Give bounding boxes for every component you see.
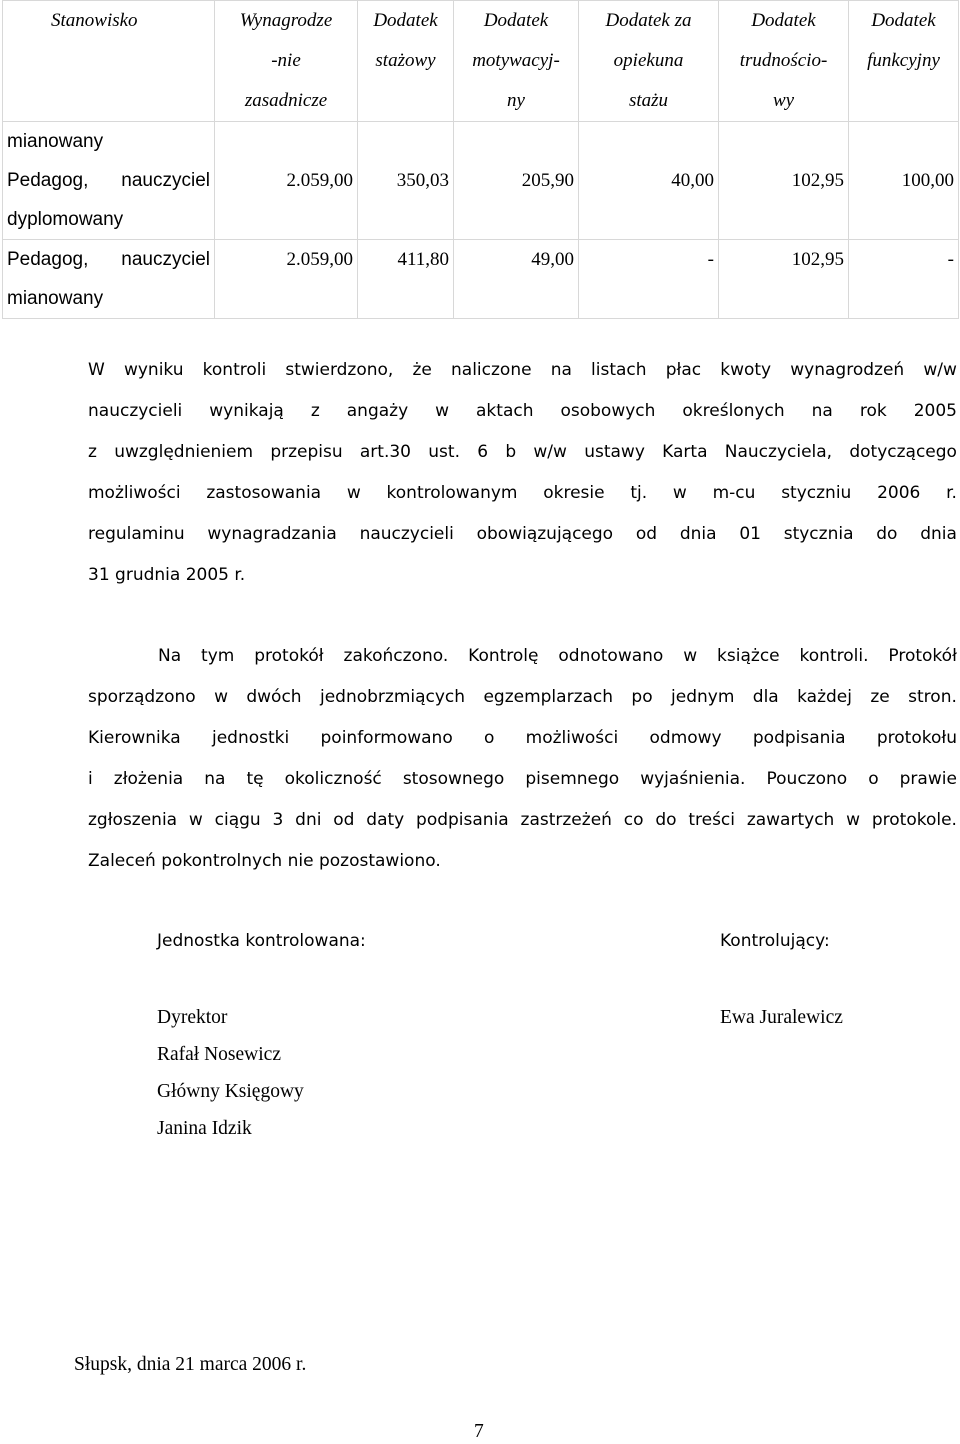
signature-left-line: Główny Księgowy (157, 1081, 304, 1102)
signature-left-line: Dyrektor (157, 1007, 228, 1028)
page-number: 7 (474, 1421, 484, 1442)
signature-right-name: Ewa Juralewicz (720, 1007, 843, 1028)
header-stanowisko: Stanowisko (3, 1, 215, 122)
paragraph-line: Zaleceń pokontrolnych nie pozostawiono. (88, 851, 441, 871)
cell-trudnosciowy: 102,95 (719, 240, 849, 319)
cell-opiekuna: - (579, 240, 719, 319)
header-dodatek-motywacyjny: Dodatek motywacyj- ny (454, 1, 579, 122)
cell-wynagrodzenie: 2.059,00 (215, 122, 358, 240)
table-row (3, 240, 959, 319)
header-dodatek-funkcyjny: Dodatek funkcyjny (849, 1, 959, 122)
header-wynagrodzenie: Wynagrodze -nie zasadnicze (215, 1, 358, 122)
place-date: Słupsk, dnia 21 marca 2006 r. (74, 1354, 307, 1375)
header-dodatek-stazowy: Dodatek stażowy (358, 1, 454, 122)
paragraph-line: nauczycieli wynikają z angaży w aktach osobowych określonych na rok 2005 (88, 401, 957, 421)
cell-motywacyjny: 49,00 (454, 240, 579, 319)
paragraph-line: Kierownika jednostki poinformowano o możliwości odmowy podpisania protokołu (88, 728, 957, 748)
salary-table (2, 0, 959, 319)
cell-stazowy: 350,03 (358, 122, 454, 240)
paragraph-line: możliwości zastosowania w kontrolowanym okresie tj. w m-cu styczniu 2006 r. (88, 483, 957, 503)
paragraph-line: sporządzono w dwóch jednobrzmiących egzemplarzach po jednym dla każdej ze stron. (88, 687, 957, 707)
table-header-row (3, 1, 959, 122)
cell-trudnosciowy: 102,95 (719, 122, 849, 240)
paragraph-line: z uwzględnieniem przepisu art.30 ust. 6 b w/w ustawy Karta Nauczyciela, dotyczącego (88, 442, 957, 462)
row-label: Pedagog, nauczyciel mianowany (3, 240, 215, 319)
header-dodatek-trudnosciowy: Dodatek trudnościo- wy (719, 1, 849, 122)
cell-opiekuna: 40,00 (579, 122, 719, 240)
cell-motywacyjny: 205,90 (454, 122, 579, 240)
paragraph-line: i złożenia na tę okoliczność stosownego pisemnego wyjaśnienia. Pouczono o prawie (88, 769, 957, 789)
signature-right-heading: Kontrolujący: (720, 931, 830, 951)
paragraph-line: zgłoszenia w ciągu 3 dni od daty podpisania zastrzeżeń co do treści zawartych w protokole. (88, 810, 957, 830)
paragraph-line: regulaminu wynagradzania nauczycieli obowiązującego od dnia 01 stycznia do dnia (88, 524, 957, 544)
signature-left-line: Janina Idzik (157, 1118, 252, 1139)
paragraph-line: W wyniku kontroli stwierdzono, że naliczone na listach płac kwoty wynagrodzeń w/w (88, 360, 957, 380)
cell-funkcyjny: 100,00 (849, 122, 959, 240)
paragraph-line: Na tym protokół zakończono. Kontrolę odnotowano w książce kontroli. Protokół (158, 646, 957, 666)
table-row (3, 122, 959, 240)
cell-stazowy: 411,80 (358, 240, 454, 319)
signature-left-line: Rafał Nosewicz (157, 1044, 281, 1065)
row-label: mianowany Pedagog, nauczyciel dyplomowany (3, 122, 215, 240)
paragraph-line: 31 grudnia 2005 r. (88, 565, 246, 585)
signature-left-heading: Jednostka kontrolowana: (157, 931, 366, 951)
cell-wynagrodzenie: 2.059,00 (215, 240, 358, 319)
cell-funkcyjny: - (849, 240, 959, 319)
header-dodatek-opiekuna: Dodatek za opiekuna stażu (579, 1, 719, 122)
label-fragment: mianowany (7, 131, 104, 152)
